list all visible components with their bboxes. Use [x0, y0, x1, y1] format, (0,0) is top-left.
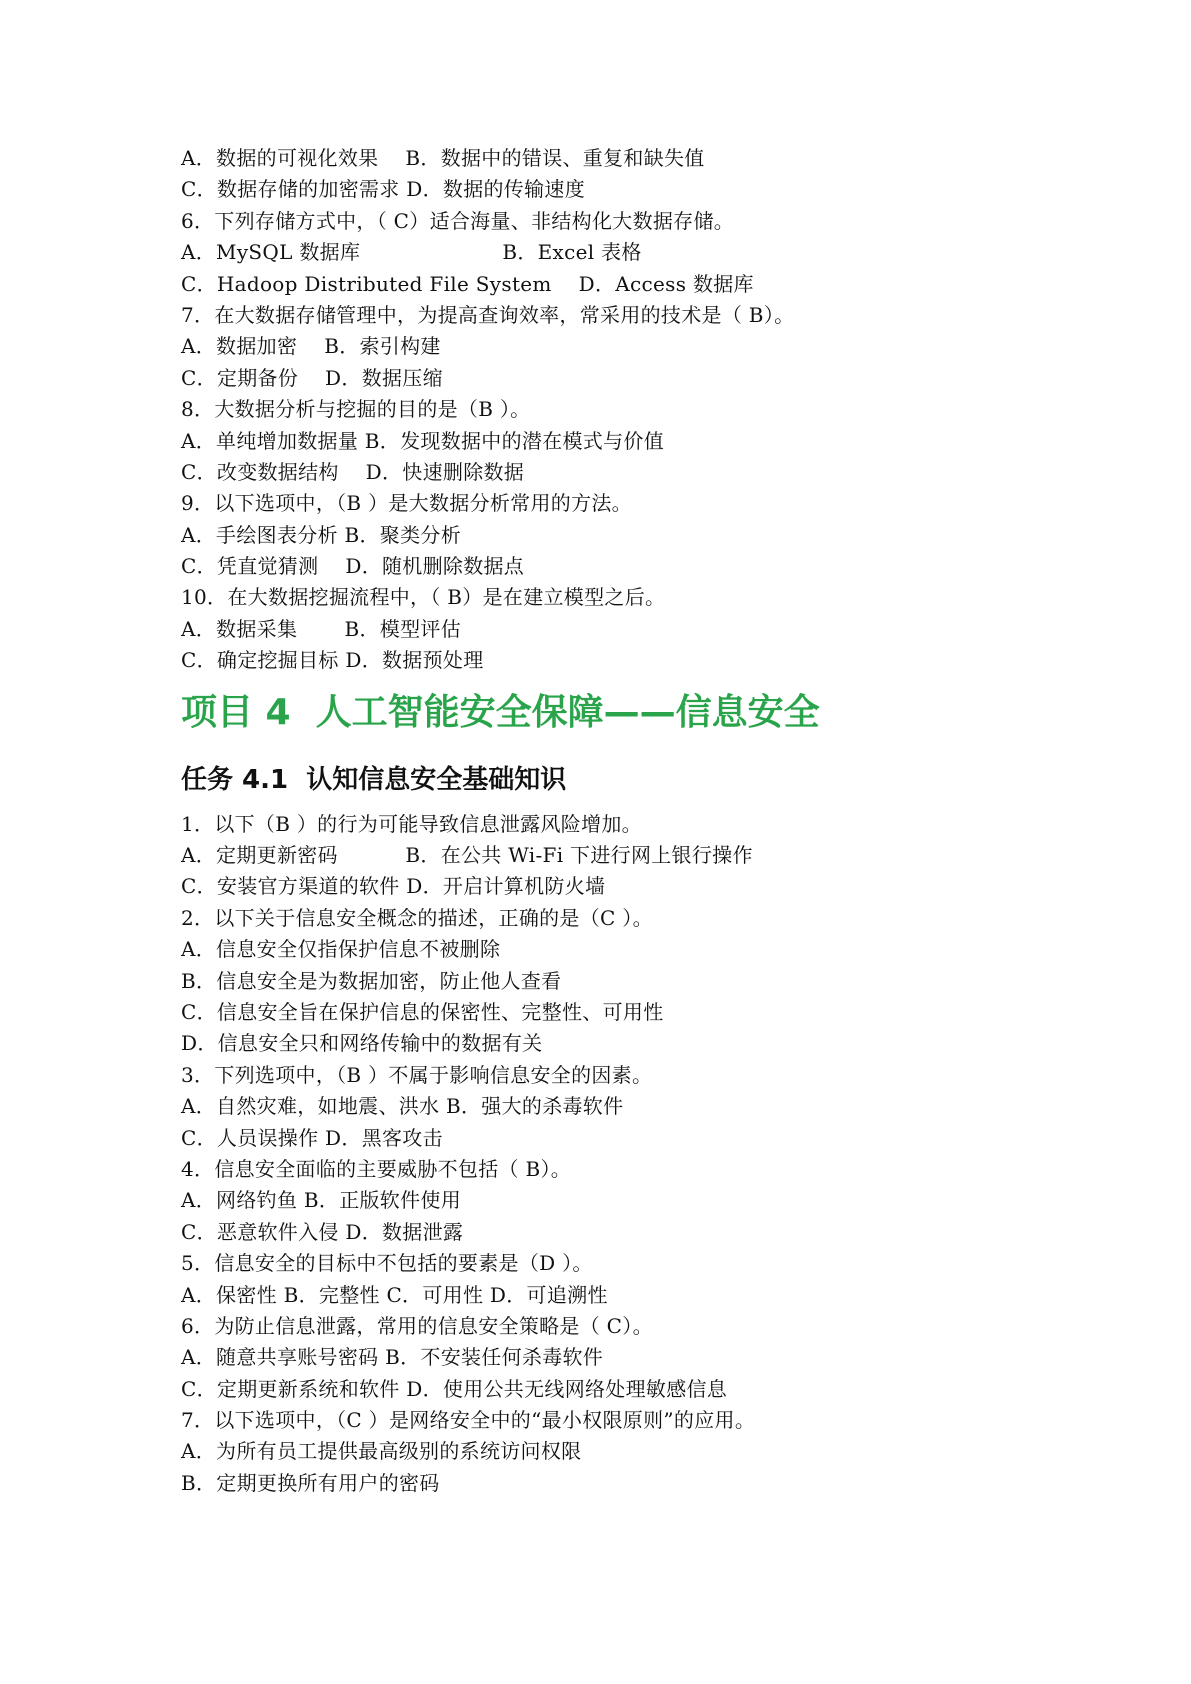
question-line: C．改变数据结构 D．快速删除数据	[181, 459, 525, 484]
question-line: C．Hadoop Distributed File System D．Access 数据库	[181, 271, 754, 296]
page-content	[181, 143, 1081, 1499]
question-line: A．数据采集 B．模型评估	[181, 616, 461, 641]
question-line: A．数据加密 B．索引构建	[181, 334, 441, 359]
question-line: A．数据的可视化效果 B．数据中的错误、重复和缺失值	[181, 146, 705, 170]
question-line: C．定期备份 D．数据压缩	[181, 365, 443, 390]
question-line: 6．下列存储方式中，（ C）适合海量、非结构化大数据存储。	[181, 208, 735, 233]
question-line: 8．大数据分析与挖掘的目的是（B ）。	[181, 397, 531, 422]
question-line: A．MySQL 数据库 B．Excel 表格	[181, 240, 642, 265]
question-line: A．网络钓鱼 B．正版软件使用	[181, 1188, 461, 1213]
question-line: 3．下列选项中，（B ）不属于影响信息安全的因素。	[181, 1062, 653, 1087]
question-line: A．单纯增加数据量 B．发现数据中的潜在模式与价值	[181, 428, 664, 453]
question-line: A．定期更新密码 B．在公共 Wi-Fi 下进行网上银行操作	[181, 843, 753, 868]
question-line: 7．以下选项中，（C ）是网络安全中的“最小权限原则”的应用。	[181, 1408, 756, 1433]
question-line: 10．在大数据挖掘流程中，（ B）是在建立模型之后。	[181, 585, 666, 610]
question-line: C．凭直觉猜测 D．随机删除数据点	[181, 554, 525, 579]
question-line: A．信息安全仅指保护信息不被删除	[181, 937, 501, 962]
question-line: B．信息安全是为数据加密，防止他人查看	[181, 968, 562, 993]
question-line: C．恶意软件入侵 D．数据泄露	[181, 1219, 464, 1244]
task-4-1-questions	[181, 809, 1081, 1500]
question-line: C．安装官方渠道的软件 D．开启计算机防火墙	[181, 874, 606, 899]
question-line: 9．以下选项中，（B ）是大数据分析常用的方法。	[181, 491, 632, 516]
project-title: 项目 4 人工智能安全保障——信息安全	[181, 691, 820, 733]
question-line: 2．以下关于信息安全概念的描述，正确的是（C ）。	[181, 905, 653, 930]
question-line: C．信息安全旨在保护信息的保密性、完整性、可用性	[181, 999, 664, 1024]
question-line: C．确定挖掘目标 D．数据预处理	[181, 648, 484, 673]
question-line: C．数据存储的加密需求 D．数据的传输速度	[181, 177, 585, 202]
question-line: A．保密性 B．完整性 C．可用性 D．可追溯性	[181, 1282, 608, 1307]
question-line: 6．为防止信息泄露，常用的信息安全策略是（ C）。	[181, 1313, 653, 1338]
question-line: A．自然灾难，如地震、洪水 B．强大的杀毒软件	[181, 1094, 624, 1119]
task-title: 任务 4.1 认知信息安全基础知识	[181, 764, 567, 795]
previous-task-questions	[181, 143, 1081, 677]
question-line: C．定期更新系统和软件 D．使用公共无线网络处理敏感信息	[181, 1376, 728, 1401]
question-line: 1．以下（B ）的行为可能导致信息泄露风险增加。	[181, 811, 642, 836]
question-line: A．手绘图表分析 B．聚类分析	[181, 522, 461, 547]
question-line: 5．信息安全的目标中不包括的要素是（D ）。	[181, 1251, 593, 1276]
question-line: D．信息安全只和网络传输中的数据有关	[181, 1031, 543, 1056]
question-line: 7．在大数据存储管理中，为提高查询效率，常采用的技术是（ B）。	[181, 302, 795, 327]
question-line: B．定期更换所有用户的密码	[181, 1470, 440, 1495]
question-line: C．人员误操作 D．黑客攻击	[181, 1125, 443, 1150]
question-line: A．随意共享账号密码 B．不安装任何杀毒软件	[181, 1345, 604, 1370]
question-line: 4．信息安全面临的主要威胁不包括（ B）。	[181, 1156, 572, 1181]
question-line: A．为所有员工提供最高级别的系统访问权限	[181, 1439, 582, 1464]
